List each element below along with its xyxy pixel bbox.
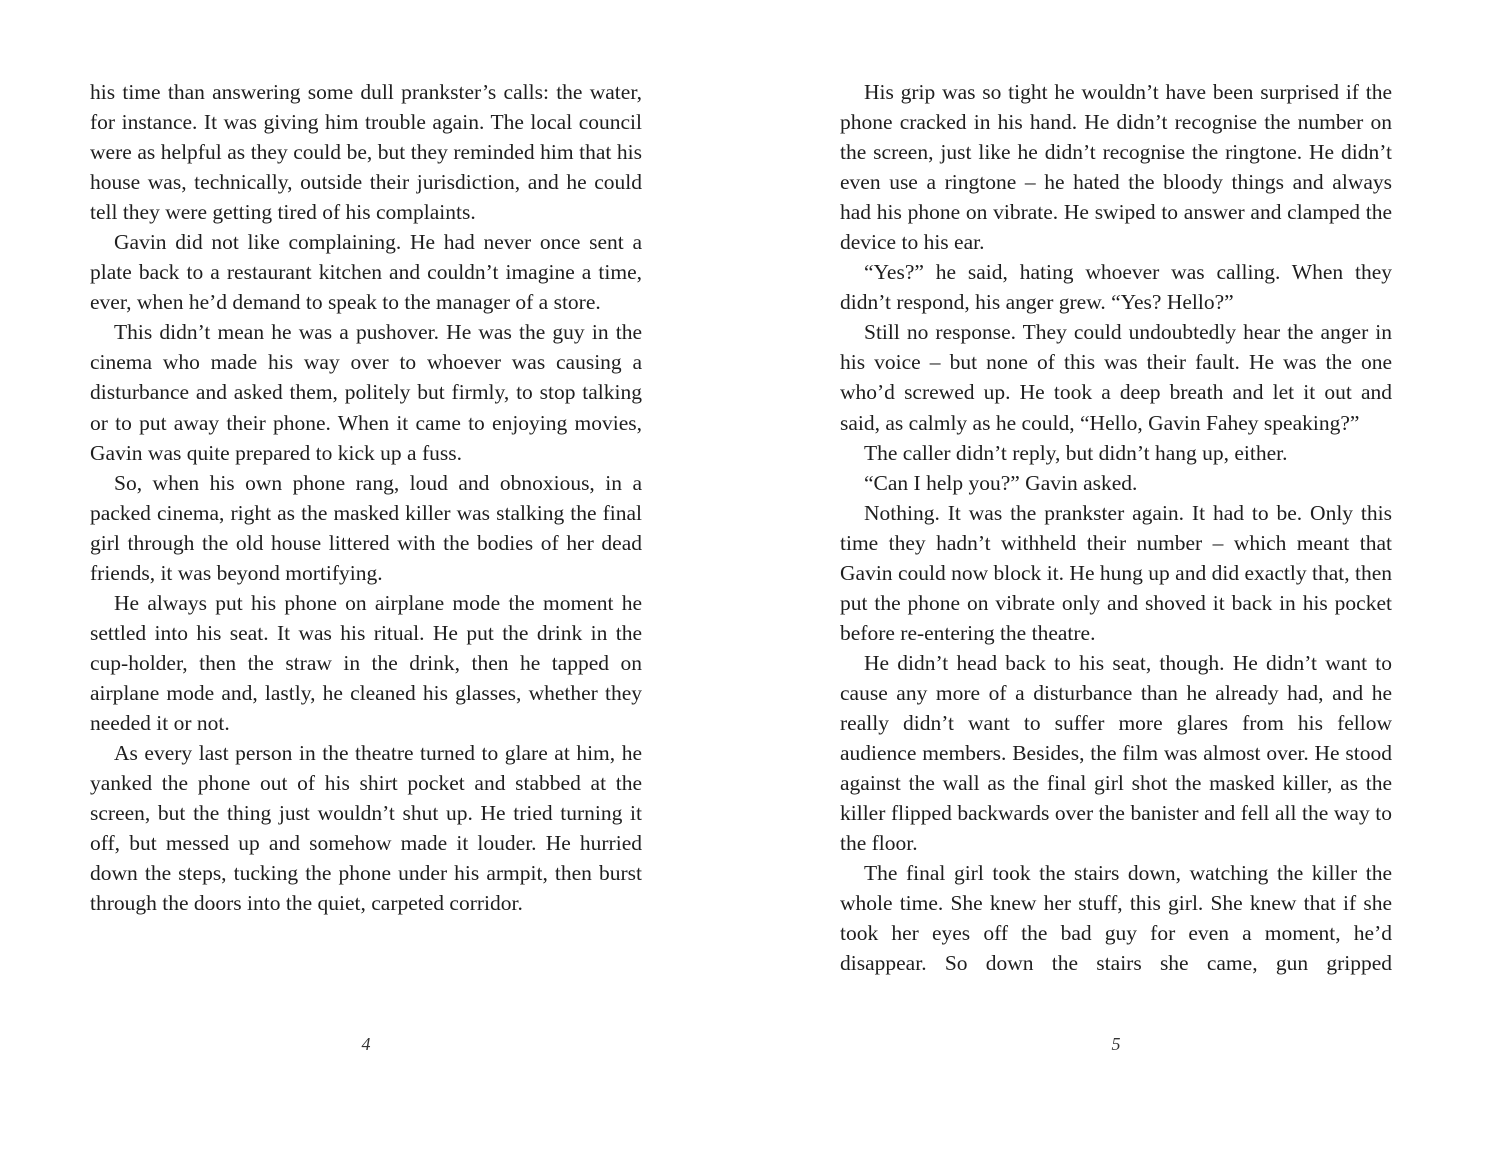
page-number-right: 5 bbox=[1111, 1034, 1121, 1054]
paragraph: Nothing. It was the prankster again. It had to be. Only this time they hadn’t withheld their number – which meant that Gavin could now block it. He hung up and did exactly that, then put the phone on vibrate only and shoved it back in his pocket before re-entering the theatre. bbox=[840, 500, 1392, 645]
paragraph: This didn’t mean he was a pushover. He was the guy in the cinema who made his way over to whoever was causing a disturbance and asked them, politely but firmly, to stop talking or to put away their phone. When it came to enjoying movies, Gavin was quite prepared to kick up a fuss. bbox=[90, 320, 642, 465]
paragraph: The caller didn’t reply, but didn’t hang up, either. bbox=[864, 440, 1288, 465]
right-page bbox=[840, 77, 1392, 978]
paragraph: “Yes?” he said, hating whoever was calling. When they didn’t respond, his anger grew. “Yes? Hello?” bbox=[840, 260, 1392, 315]
paragraph: Still no response. They could undoubtedly hear the anger in his voice – but none of this was their fault. He was the one who’d screwed up. He took a deep breath and let it out and said, as calmly as he could, “Hello, Gavin Fahey speaking?” bbox=[840, 320, 1392, 435]
left-page bbox=[90, 77, 642, 918]
paragraph-continues: The final girl took the stairs down, watching the killer the whole time. She knew her stuff, this girl. She knew that if she took her eyes off the bad guy for even a moment, he’d disappear. So down the stairs she came, gun gripped bbox=[840, 861, 1392, 976]
paragraph: So, when his own phone rang, loud and obnoxious, in a packed cinema, right as the masked killer was stalking the final girl through the old house littered with the bodies of her dead friends, it was beyond mortifying. bbox=[90, 470, 642, 585]
paragraph: He didn’t head back to his seat, though. He didn’t want to cause any more of a disturbance than he already had, and he really didn’t want to suffer more glares from his fellow audience members. Besides, the film was almost over. He stood against the wall as the final girl shot the masked killer, as the killer flipped backwards over the banister and fell all the way to the floor. bbox=[840, 650, 1392, 856]
paragraph: His grip was so tight he wouldn’t have been surprised if the phone cracked in his hand. He didn’t recognise the number on the screen, just like he didn’t recognise the ringtone. He didn’t even use a ringtone – he hated the bloody things and always had his phone on vibrate. He swiped to answer and clamped the device to his ear. bbox=[840, 80, 1392, 255]
paragraph: As every last person in the theatre turned to glare at him, he yanked the phone out of his shirt pocket and stabbed at the screen, but the thing just wouldn’t shut up. He tried turning it off, but messed up and somehow made it louder. He hurried down the steps, tucking the phone under his armpit, then burst through the doors into the quiet, carpeted corridor. bbox=[90, 741, 642, 916]
paragraph: “Can I help you?” Gavin asked. bbox=[864, 470, 1138, 495]
paragraph: He always put his phone on airplane mode the moment he settled into his seat. It was his ritual. He put the drink in the cup-holder, then the straw in the drink, then he tapped on airplane mode and, lastly, he cleaned his glasses, whether they needed it or not. bbox=[90, 590, 642, 735]
paragraph: his time than answering some dull prankster’s calls: the water, for instance. It was giving him trouble again. The local council were as helpful as they could be, but they reminded him that his house was, technically, outside their jurisdiction, and he could tell they were getting tired of his complaints. bbox=[90, 80, 642, 225]
paragraph: Gavin did not like complaining. He had never once sent a plate back to a restaurant kitchen and couldn’t imagine a time, ever, when he’d demand to speak to the manager of a store. bbox=[90, 230, 642, 315]
page-number-left: 4 bbox=[361, 1034, 371, 1054]
